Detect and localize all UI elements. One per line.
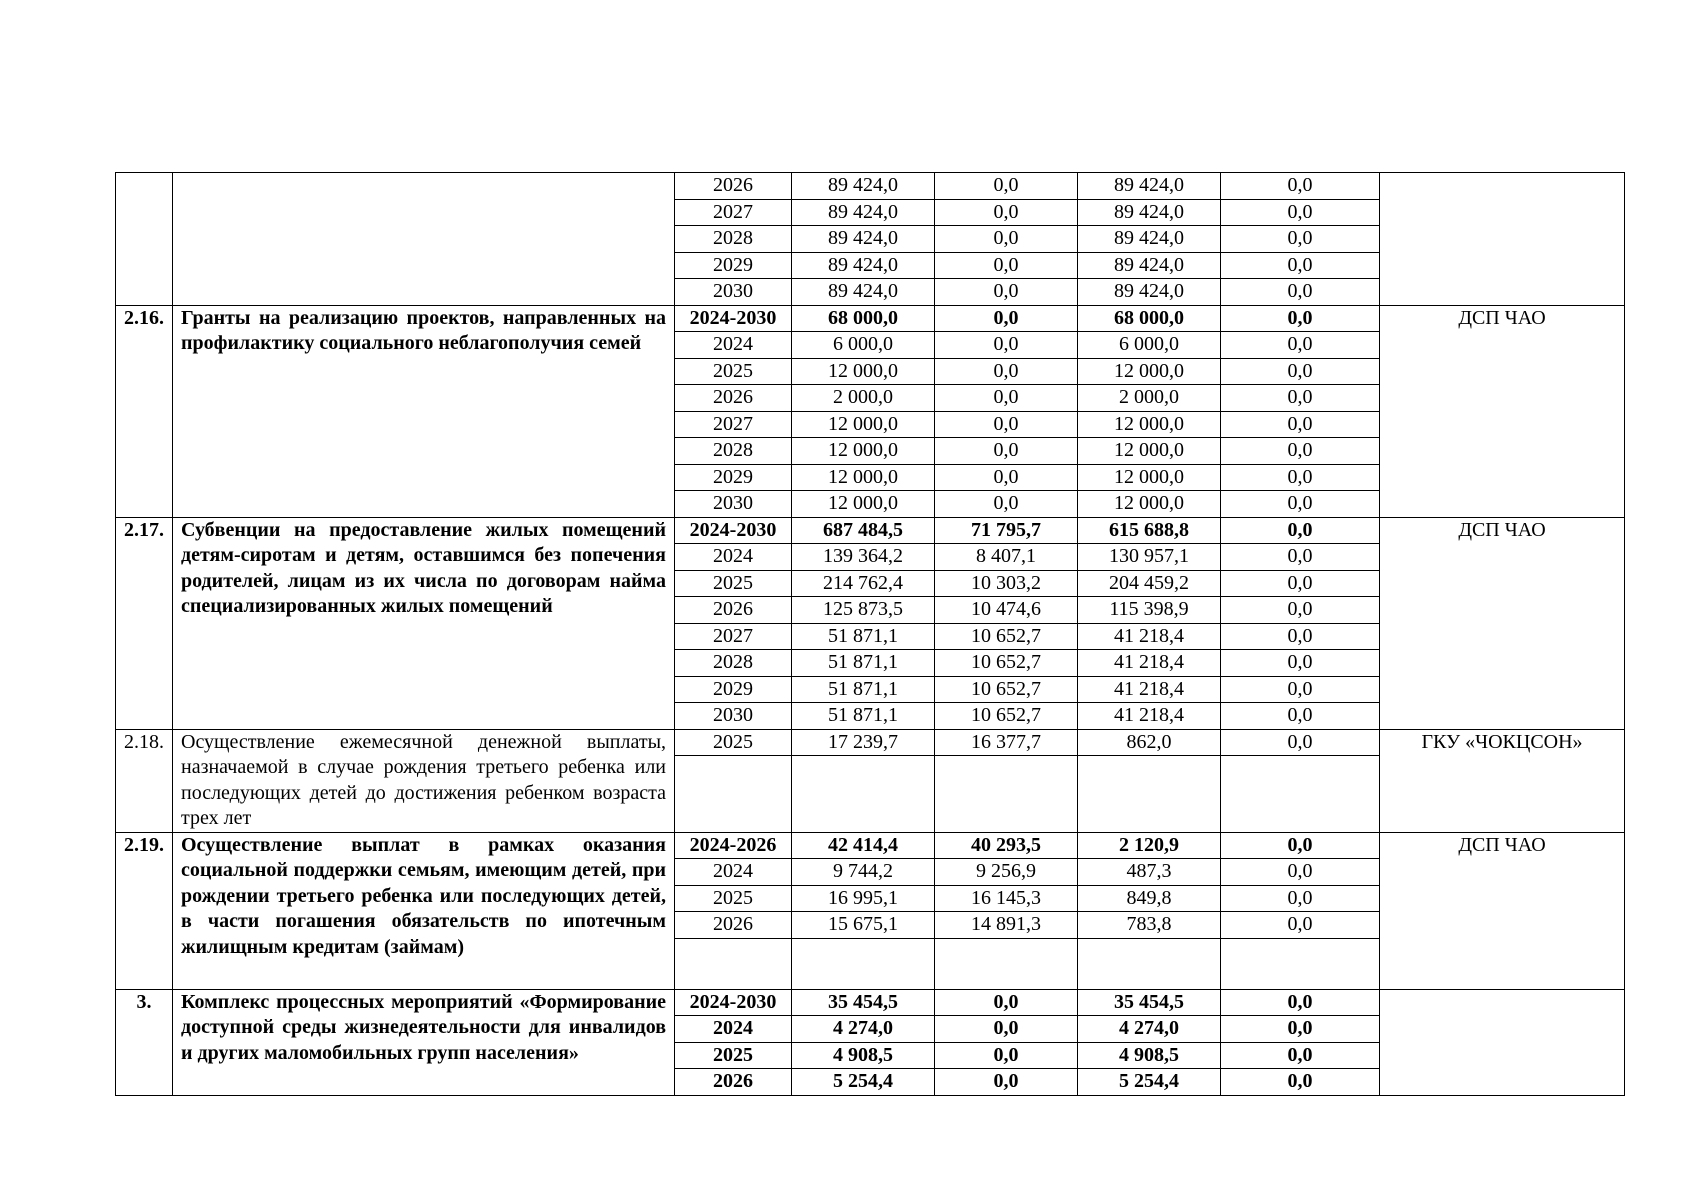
other-cell: 0,0 <box>1221 1069 1380 1096</box>
empty-cell <box>792 806 935 832</box>
empty-cell <box>792 964 935 990</box>
federal-cell: 10 474,6 <box>935 597 1078 624</box>
other-cell: 0,0 <box>1221 1016 1380 1043</box>
total-cell: 17 239,7 <box>792 729 935 756</box>
other-cell: 0,0 <box>1221 332 1380 359</box>
table-row <box>116 832 1625 859</box>
total-cell: 5 254,4 <box>792 1069 935 1096</box>
federal-cell: 14 891,3 <box>935 912 1078 939</box>
empty-cell <box>935 938 1078 964</box>
year-cell: 2029 <box>675 464 792 491</box>
other-cell: 0,0 <box>1221 832 1380 859</box>
federal-cell: 10 652,7 <box>935 650 1078 677</box>
year-cell: 2027 <box>675 623 792 650</box>
regional-cell: 41 218,4 <box>1078 623 1221 650</box>
table-row <box>116 989 1625 1016</box>
total-cell: 687 484,5 <box>792 517 935 544</box>
empty-cell <box>792 756 935 782</box>
total-cell: 51 871,1 <box>792 623 935 650</box>
total-cell: 51 871,1 <box>792 676 935 703</box>
table-row <box>116 729 1625 756</box>
federal-cell: 0,0 <box>935 305 1078 332</box>
regional-cell: 12 000,0 <box>1078 411 1221 438</box>
item-code-cell <box>116 173 173 306</box>
regional-cell: 115 398,9 <box>1078 597 1221 624</box>
other-cell: 0,0 <box>1221 1042 1380 1069</box>
empty-cell <box>935 806 1078 832</box>
other-cell: 0,0 <box>1221 912 1380 939</box>
total-cell: 68 000,0 <box>792 305 935 332</box>
federal-cell: 71 795,7 <box>935 517 1078 544</box>
empty-cell <box>675 964 792 990</box>
empty-cell <box>675 938 792 964</box>
year-cell: 2024-2030 <box>675 305 792 332</box>
regional-cell: 6 000,0 <box>1078 332 1221 359</box>
regional-cell: 849,8 <box>1078 885 1221 912</box>
federal-cell: 0,0 <box>935 438 1078 465</box>
item-responsible: ДСП ЧАО <box>1380 832 1625 989</box>
total-cell: 12 000,0 <box>792 491 935 518</box>
table-row <box>116 173 1625 200</box>
table-row <box>116 305 1625 332</box>
empty-cell <box>1078 756 1221 782</box>
regional-cell: 783,8 <box>1078 912 1221 939</box>
empty-cell <box>1221 964 1380 990</box>
empty-cell <box>935 964 1078 990</box>
total-cell: 89 424,0 <box>792 226 935 253</box>
federal-cell: 10 652,7 <box>935 703 1078 730</box>
year-cell: 2028 <box>675 438 792 465</box>
empty-cell <box>675 806 792 832</box>
regional-cell: 89 424,0 <box>1078 252 1221 279</box>
empty-cell <box>675 756 792 782</box>
item-name: Субвенции на предоставление жилых помещений детям-сиротам и детям, оставшимся без попечения родителей, лицам из их числа по договорам найма специализированных жилых помещений <box>173 517 675 729</box>
empty-cell <box>1221 938 1380 964</box>
regional-cell: 130 957,1 <box>1078 544 1221 571</box>
federal-cell: 0,0 <box>935 1069 1078 1096</box>
year-cell: 2026 <box>675 1069 792 1096</box>
total-cell: 89 424,0 <box>792 252 935 279</box>
year-cell: 2024 <box>675 859 792 886</box>
year-cell: 2030 <box>675 491 792 518</box>
total-cell: 12 000,0 <box>792 411 935 438</box>
regional-cell: 204 459,2 <box>1078 570 1221 597</box>
federal-cell: 0,0 <box>935 385 1078 412</box>
federal-cell: 40 293,5 <box>935 832 1078 859</box>
federal-cell: 0,0 <box>935 989 1078 1016</box>
regional-cell: 2 000,0 <box>1078 385 1221 412</box>
total-cell: 89 424,0 <box>792 279 935 306</box>
other-cell: 0,0 <box>1221 411 1380 438</box>
regional-cell: 4 908,5 <box>1078 1042 1221 1069</box>
item-name: Осуществление ежемесячной денежной выплаты, назначаемой в случае рождения третьего ребенка или последующих детей до достижения ребенком возраста трех лет <box>173 729 675 832</box>
regional-cell: 12 000,0 <box>1078 438 1221 465</box>
empty-cell <box>935 756 1078 782</box>
federal-cell: 0,0 <box>935 1042 1078 1069</box>
total-cell: 4 908,5 <box>792 1042 935 1069</box>
other-cell: 0,0 <box>1221 279 1380 306</box>
item-name-cell <box>173 173 675 306</box>
total-cell: 15 675,1 <box>792 912 935 939</box>
regional-cell: 89 424,0 <box>1078 199 1221 226</box>
total-cell: 89 424,0 <box>792 173 935 200</box>
other-cell: 0,0 <box>1221 199 1380 226</box>
empty-cell <box>1078 964 1221 990</box>
regional-cell: 2 120,9 <box>1078 832 1221 859</box>
total-cell: 214 762,4 <box>792 570 935 597</box>
federal-cell: 10 303,2 <box>935 570 1078 597</box>
other-cell: 0,0 <box>1221 491 1380 518</box>
empty-cell <box>792 781 935 806</box>
total-cell: 9 744,2 <box>792 859 935 886</box>
total-cell: 89 424,0 <box>792 199 935 226</box>
year-cell: 2025 <box>675 570 792 597</box>
other-cell: 0,0 <box>1221 597 1380 624</box>
other-cell: 0,0 <box>1221 703 1380 730</box>
other-cell: 0,0 <box>1221 989 1380 1016</box>
regional-cell: 615 688,8 <box>1078 517 1221 544</box>
regional-cell: 89 424,0 <box>1078 279 1221 306</box>
year-cell: 2025 <box>675 1042 792 1069</box>
federal-cell: 0,0 <box>935 252 1078 279</box>
federal-cell: 0,0 <box>935 332 1078 359</box>
year-cell: 2026 <box>675 597 792 624</box>
regional-cell: 89 424,0 <box>1078 226 1221 253</box>
year-cell: 2025 <box>675 729 792 756</box>
federal-cell: 0,0 <box>935 1016 1078 1043</box>
other-cell: 0,0 <box>1221 544 1380 571</box>
total-cell: 12 000,0 <box>792 464 935 491</box>
budget-table <box>115 172 1625 1096</box>
year-cell: 2027 <box>675 411 792 438</box>
year-cell: 2028 <box>675 226 792 253</box>
year-cell: 2024 <box>675 1016 792 1043</box>
regional-cell: 12 000,0 <box>1078 464 1221 491</box>
item-name: Комплекс процессных мероприятий «Формирование доступной среды жизнедеятельности для инвалидов и других маломобильных групп населения» <box>173 989 675 1095</box>
regional-cell: 89 424,0 <box>1078 173 1221 200</box>
year-cell: 2024-2026 <box>675 832 792 859</box>
other-cell: 0,0 <box>1221 729 1380 756</box>
year-cell: 2026 <box>675 385 792 412</box>
year-cell: 2026 <box>675 173 792 200</box>
year-cell: 2028 <box>675 650 792 677</box>
federal-cell: 0,0 <box>935 358 1078 385</box>
other-cell: 0,0 <box>1221 464 1380 491</box>
year-cell: 2025 <box>675 885 792 912</box>
other-cell: 0,0 <box>1221 859 1380 886</box>
federal-cell: 0,0 <box>935 199 1078 226</box>
total-cell: 6 000,0 <box>792 332 935 359</box>
year-cell: 2024-2030 <box>675 517 792 544</box>
regional-cell: 41 218,4 <box>1078 703 1221 730</box>
year-cell: 2027 <box>675 199 792 226</box>
total-cell: 51 871,1 <box>792 650 935 677</box>
total-cell: 51 871,1 <box>792 703 935 730</box>
item-responsible <box>1380 989 1625 1095</box>
federal-cell: 10 652,7 <box>935 623 1078 650</box>
empty-cell <box>792 938 935 964</box>
year-cell: 2026 <box>675 912 792 939</box>
regional-cell: 41 218,4 <box>1078 650 1221 677</box>
federal-cell: 8 407,1 <box>935 544 1078 571</box>
other-cell: 0,0 <box>1221 517 1380 544</box>
other-cell: 0,0 <box>1221 305 1380 332</box>
total-cell: 35 454,5 <box>792 989 935 1016</box>
regional-cell: 35 454,5 <box>1078 989 1221 1016</box>
federal-cell: 0,0 <box>935 491 1078 518</box>
regional-cell: 487,3 <box>1078 859 1221 886</box>
other-cell: 0,0 <box>1221 650 1380 677</box>
federal-cell: 0,0 <box>935 279 1078 306</box>
empty-cell <box>1078 806 1221 832</box>
year-cell: 2024 <box>675 332 792 359</box>
item-responsible: ДСП ЧАО <box>1380 517 1625 729</box>
item-responsible: ДСП ЧАО <box>1380 305 1625 517</box>
item-code: 2.17. <box>116 517 173 729</box>
other-cell: 0,0 <box>1221 358 1380 385</box>
total-cell: 125 873,5 <box>792 597 935 624</box>
empty-cell <box>1221 756 1380 782</box>
regional-cell: 4 274,0 <box>1078 1016 1221 1043</box>
item-code: 3. <box>116 989 173 1095</box>
item-name: Осуществление выплат в рамках оказания социальной поддержки семьям, имеющим детей, при рождении третьего ребенка или последующих детей, в части погашения обязательств по ипотечным жилищным кредитам (займам) <box>173 832 675 989</box>
federal-cell: 16 377,7 <box>935 729 1078 756</box>
federal-cell: 10 652,7 <box>935 676 1078 703</box>
year-cell: 2030 <box>675 703 792 730</box>
year-cell: 2030 <box>675 279 792 306</box>
empty-cell <box>1221 781 1380 806</box>
year-cell: 2029 <box>675 676 792 703</box>
other-cell: 0,0 <box>1221 885 1380 912</box>
total-cell: 16 995,1 <box>792 885 935 912</box>
other-cell: 0,0 <box>1221 623 1380 650</box>
other-cell: 0,0 <box>1221 570 1380 597</box>
federal-cell: 0,0 <box>935 173 1078 200</box>
total-cell: 12 000,0 <box>792 358 935 385</box>
regional-cell: 12 000,0 <box>1078 358 1221 385</box>
table-body <box>116 173 1625 1096</box>
regional-cell: 5 254,4 <box>1078 1069 1221 1096</box>
federal-cell: 9 256,9 <box>935 859 1078 886</box>
year-cell: 2025 <box>675 358 792 385</box>
year-cell: 2024-2030 <box>675 989 792 1016</box>
item-code: 2.18. <box>116 729 173 832</box>
regional-cell: 68 000,0 <box>1078 305 1221 332</box>
empty-cell <box>935 781 1078 806</box>
year-cell: 2029 <box>675 252 792 279</box>
other-cell: 0,0 <box>1221 226 1380 253</box>
other-cell: 0,0 <box>1221 676 1380 703</box>
other-cell: 0,0 <box>1221 173 1380 200</box>
empty-cell <box>1078 938 1221 964</box>
total-cell: 12 000,0 <box>792 438 935 465</box>
federal-cell: 0,0 <box>935 464 1078 491</box>
federal-cell: 0,0 <box>935 411 1078 438</box>
item-responsible: ГКУ «ЧОКЦСОН» <box>1380 729 1625 832</box>
other-cell: 0,0 <box>1221 438 1380 465</box>
empty-cell <box>1078 781 1221 806</box>
empty-cell <box>675 781 792 806</box>
regional-cell: 12 000,0 <box>1078 491 1221 518</box>
total-cell: 139 364,2 <box>792 544 935 571</box>
regional-cell: 41 218,4 <box>1078 676 1221 703</box>
other-cell: 0,0 <box>1221 252 1380 279</box>
item-code: 2.19. <box>116 832 173 989</box>
empty-cell <box>1221 806 1380 832</box>
other-cell: 0,0 <box>1221 385 1380 412</box>
table-row <box>116 517 1625 544</box>
federal-cell: 16 145,3 <box>935 885 1078 912</box>
item-code: 2.16. <box>116 305 173 517</box>
total-cell: 42 414,4 <box>792 832 935 859</box>
regional-cell: 862,0 <box>1078 729 1221 756</box>
federal-cell: 0,0 <box>935 226 1078 253</box>
total-cell: 2 000,0 <box>792 385 935 412</box>
year-cell: 2024 <box>675 544 792 571</box>
responsible-cell <box>1380 173 1625 306</box>
item-name: Гранты на реализацию проектов, направленных на профилактику социального неблагополучия семей <box>173 305 675 517</box>
total-cell: 4 274,0 <box>792 1016 935 1043</box>
